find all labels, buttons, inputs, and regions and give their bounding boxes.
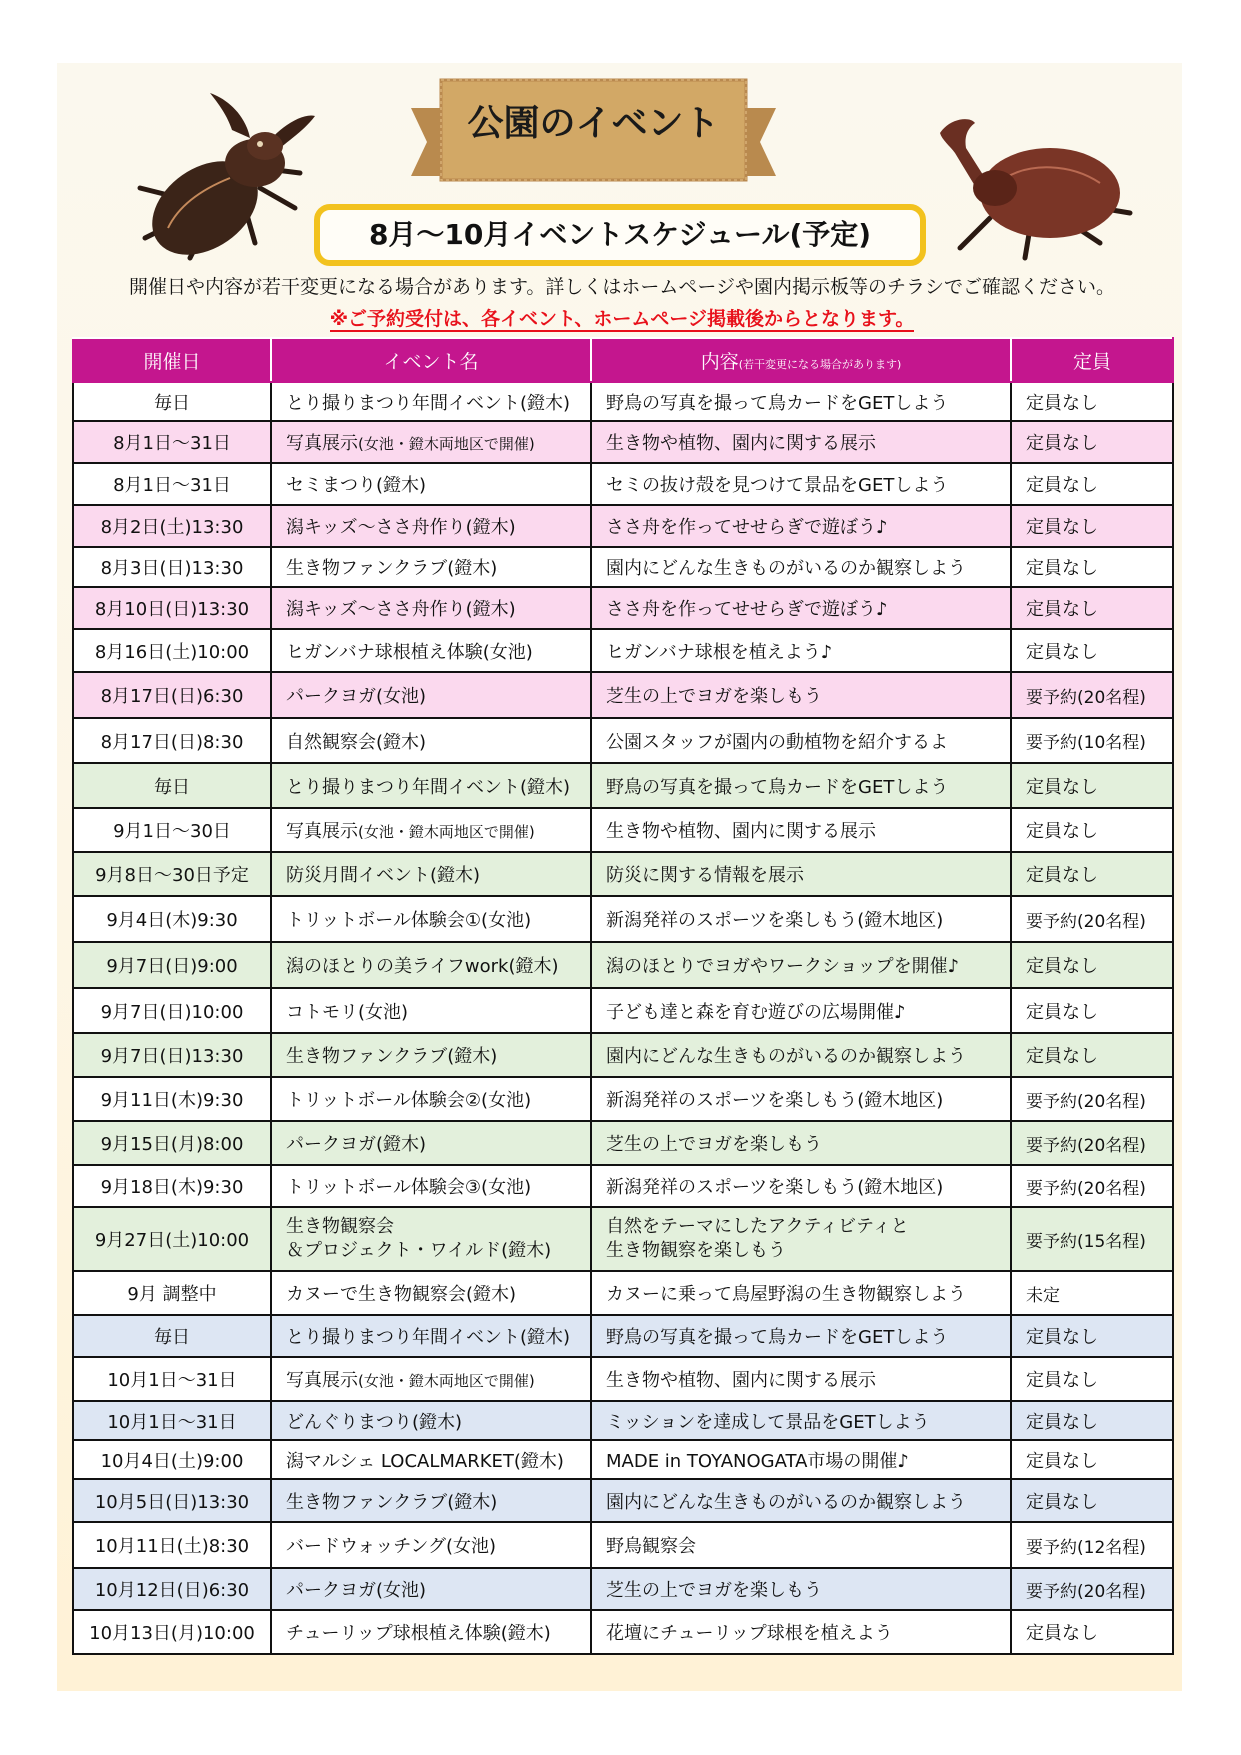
- capacity-cell: 要予約(20名程): [1011, 896, 1173, 942]
- table-row: [73, 672, 1173, 718]
- capacity-cell: 要予約(20名程): [1011, 1121, 1173, 1165]
- capacity-cell: 定員なし: [1011, 852, 1173, 896]
- date-cell: 9月15日(月)8:00: [73, 1121, 271, 1165]
- date-cell: 9月8日～30日予定: [73, 852, 271, 896]
- event-cell: 生き物ファンクラブ(鐙木): [271, 547, 591, 587]
- table-row: [73, 463, 1173, 505]
- content-cell: 野鳥の写真を撮って鳥カードをGETしよう: [591, 382, 1011, 421]
- capacity-cell: 定員なし: [1011, 1479, 1173, 1522]
- event-cell: トリットボール体験会①(女池): [271, 896, 591, 942]
- capacity-cell: 定員なし: [1011, 1357, 1173, 1401]
- table-row: [73, 1522, 1173, 1568]
- table-header: [73, 338, 1173, 382]
- capacity-cell: 定員なし: [1011, 1401, 1173, 1440]
- date-cell: 9月27日(土)10:00: [73, 1207, 271, 1271]
- page-title: 公園のイベント: [467, 103, 720, 144]
- content-cell: セミの抜け殻を見つけて景品をGETしよう: [591, 463, 1011, 505]
- event-cell: とり撮りまつり年間イベント(鐙木): [271, 1315, 591, 1357]
- content-cell: 公園スタッフが園内の動植物を紹介するよ: [591, 718, 1011, 763]
- capacity-cell: 要予約(15名程): [1011, 1207, 1173, 1271]
- capacity-cell: 定員なし: [1011, 463, 1173, 505]
- header-capacity: 定員: [1011, 338, 1173, 382]
- table-row: [73, 1077, 1173, 1121]
- capacity-cell: 要予約(20名程): [1011, 1165, 1173, 1207]
- capacity-cell: 定員なし: [1011, 988, 1173, 1033]
- table-row: [73, 421, 1173, 463]
- date-cell: 8月10日(日)13:30: [73, 587, 271, 629]
- capacity-cell: 定員なし: [1011, 808, 1173, 852]
- header-date: 開催日: [73, 338, 271, 382]
- event-cell: 防災月間イベント(鐙木): [271, 852, 591, 896]
- content-cell: ミッションを達成して景品をGETしよう: [591, 1401, 1011, 1440]
- date-cell: 毎日: [73, 763, 271, 808]
- event-cell: 生き物観察会 ＆プロジェクト・ワイルド(鐙木): [271, 1207, 591, 1271]
- table-row: [73, 1165, 1173, 1207]
- table-row: [73, 382, 1173, 421]
- date-cell: 9月7日(日)10:00: [73, 988, 271, 1033]
- date-cell: 9月4日(木)9:30: [73, 896, 271, 942]
- capacity-cell: 未定: [1011, 1271, 1173, 1315]
- content-cell: ささ舟を作ってせせらぎで遊ぼう♪: [591, 587, 1011, 629]
- event-cell: 写真展示(女池・鐙木両地区で開催): [271, 1357, 591, 1401]
- table-row: [73, 988, 1173, 1033]
- date-cell: 9月 調整中: [73, 1271, 271, 1315]
- table-row: [73, 808, 1173, 852]
- date-cell: 9月11日(木)9:30: [73, 1077, 271, 1121]
- table-row: [73, 629, 1173, 672]
- event-cell: とり撮りまつり年間イベント(鐙木): [271, 763, 591, 808]
- event-cell: バードウォッチング(女池): [271, 1522, 591, 1568]
- table-row: [73, 1440, 1173, 1479]
- table-row: [73, 1568, 1173, 1610]
- stag-beetle-icon: [110, 78, 340, 268]
- capacity-cell: 定員なし: [1011, 1610, 1173, 1654]
- content-cell: 芝生の上でヨガを楽しもう: [591, 1568, 1011, 1610]
- content-cell: 園内にどんな生きものがいるのか観察しよう: [591, 1479, 1011, 1522]
- table-row: [73, 1315, 1173, 1357]
- capacity-cell: 定員なし: [1011, 629, 1173, 672]
- event-cell: セミまつり(鐙木): [271, 463, 591, 505]
- table-row: [73, 1357, 1173, 1401]
- table-row: [73, 1479, 1173, 1522]
- date-cell: 10月5日(日)13:30: [73, 1479, 271, 1522]
- table-row: [73, 587, 1173, 629]
- event-cell: 生き物ファンクラブ(鐙木): [271, 1033, 591, 1077]
- content-cell: 野鳥の写真を撮って鳥カードをGETしよう: [591, 1315, 1011, 1357]
- event-cell: 写真展示(女池・鐙木両地区で開催): [271, 808, 591, 852]
- date-cell: 10月1日～31日: [73, 1401, 271, 1440]
- event-cell: 潟キッズ～ささ舟作り(鐙木): [271, 505, 591, 547]
- content-cell: 園内にどんな生きものがいるのか観察しよう: [591, 1033, 1011, 1077]
- table-row: [73, 547, 1173, 587]
- event-cell: パークヨガ(鐙木): [271, 1121, 591, 1165]
- table-row: [73, 1207, 1173, 1271]
- table-row: [73, 718, 1173, 763]
- date-cell: 10月1日～31日: [73, 1357, 271, 1401]
- event-cell: 潟のほとりの美ライフwork(鐙木): [271, 942, 591, 988]
- date-cell: 毎日: [73, 1315, 271, 1357]
- event-cell: 潟マルシェ LOCALMARKET(鐙木): [271, 1440, 591, 1479]
- capacity-cell: 定員なし: [1011, 382, 1173, 421]
- event-schedule-table: [72, 337, 1174, 1655]
- capacity-cell: 定員なし: [1011, 1315, 1173, 1357]
- capacity-cell: 要予約(12名程): [1011, 1522, 1173, 1568]
- content-cell: 野鳥観察会: [591, 1522, 1011, 1568]
- content-cell: ヒガンバナ球根を植えよう♪: [591, 629, 1011, 672]
- capacity-cell: 定員なし: [1011, 1440, 1173, 1479]
- event-cell: カヌーで生き物観察会(鐙木): [271, 1271, 591, 1315]
- date-cell: 9月18日(木)9:30: [73, 1165, 271, 1207]
- table-row: [73, 1271, 1173, 1315]
- header-event: イベント名: [271, 338, 591, 382]
- capacity-cell: 要予約(10名程): [1011, 718, 1173, 763]
- content-cell: 園内にどんな生きものがいるのか観察しよう: [591, 547, 1011, 587]
- table-row: [73, 763, 1173, 808]
- capacity-cell: 定員なし: [1011, 763, 1173, 808]
- date-cell: 8月1日～31日: [73, 421, 271, 463]
- capacity-cell: 定員なし: [1011, 547, 1173, 587]
- content-cell: 新潟発祥のスポーツを楽しもう(鐙木地区): [591, 1077, 1011, 1121]
- event-cell: コトモリ(女池): [271, 988, 591, 1033]
- date-cell: 8月17日(日)8:30: [73, 718, 271, 763]
- capacity-cell: 要予約(20名程): [1011, 1568, 1173, 1610]
- content-cell: 生き物や植物、園内に関する展示: [591, 1357, 1011, 1401]
- event-cell: パークヨガ(女池): [271, 672, 591, 718]
- capacity-cell: 要予約(20名程): [1011, 1077, 1173, 1121]
- event-cell: とり撮りまつり年間イベント(鐙木): [271, 382, 591, 421]
- content-cell: 新潟発祥のスポーツを楽しもう(鐙木地区): [591, 896, 1011, 942]
- table-row: [73, 942, 1173, 988]
- event-cell: チューリップ球根植え体験(鐙木): [271, 1610, 591, 1654]
- content-cell: 芝生の上でヨガを楽しもう: [591, 1121, 1011, 1165]
- event-cell: トリットボール体験会②(女池): [271, 1077, 591, 1121]
- date-cell: 10月11日(土)8:30: [73, 1522, 271, 1568]
- event-cell: パークヨガ(女池): [271, 1568, 591, 1610]
- capacity-cell: 要予約(20名程): [1011, 672, 1173, 718]
- date-cell: 毎日: [73, 382, 271, 421]
- event-cell: ヒガンバナ球根植え体験(女池): [271, 629, 591, 672]
- content-cell: 生き物や植物、園内に関する展示: [591, 808, 1011, 852]
- content-cell: ささ舟を作ってせせらぎで遊ぼう♪: [591, 505, 1011, 547]
- capacity-cell: 定員なし: [1011, 421, 1173, 463]
- event-cell: 生き物ファンクラブ(鐙木): [271, 1479, 591, 1522]
- date-cell: 9月7日(日)13:30: [73, 1033, 271, 1077]
- date-cell: 8月1日～31日: [73, 463, 271, 505]
- content-cell: 花壇にチューリップ球根を植えよう: [591, 1610, 1011, 1654]
- event-cell: どんぐりまつり(鐙木): [271, 1401, 591, 1440]
- content-cell: 野鳥の写真を撮って鳥カードをGETしよう: [591, 763, 1011, 808]
- change-notice: 開催日や内容が若干変更になる場合があります。詳しくはホームページや園内掲示板等のチラシでご確認ください。: [128, 276, 1116, 298]
- event-cell: 潟キッズ～ささ舟作り(鐙木): [271, 587, 591, 629]
- table-row: [73, 896, 1173, 942]
- content-cell: 芝生の上でヨガを楽しもう: [591, 672, 1011, 718]
- date-cell: 10月12日(日)6:30: [73, 1568, 271, 1610]
- date-cell: 8月3日(日)13:30: [73, 547, 271, 587]
- table-row: [73, 1121, 1173, 1165]
- date-cell: 9月7日(日)9:00: [73, 942, 271, 988]
- date-cell: 8月2日(土)13:30: [73, 505, 271, 547]
- content-cell: 新潟発祥のスポーツを楽しもう(鐙木地区): [591, 1165, 1011, 1207]
- table-row: [73, 1610, 1173, 1654]
- date-cell: 10月13日(月)10:00: [73, 1610, 271, 1654]
- content-cell: 子ども達と森を育む遊びの広場開催♪: [591, 988, 1011, 1033]
- content-cell: 潟のほとりでヨガやワークショップを開催♪: [591, 942, 1011, 988]
- content-cell: MADE in TOYANOGATA市場の開催♪: [591, 1440, 1011, 1479]
- capacity-cell: 定員なし: [1011, 505, 1173, 547]
- capacity-cell: 定員なし: [1011, 587, 1173, 629]
- event-cell: 写真展示(女池・鐙木両地区で開催): [271, 421, 591, 463]
- capacity-cell: 定員なし: [1011, 942, 1173, 988]
- date-cell: 8月16日(土)10:00: [73, 629, 271, 672]
- date-cell: 8月17日(日)6:30: [73, 672, 271, 718]
- table-row: [73, 852, 1173, 896]
- content-cell: 防災に関する情報を展示: [591, 852, 1011, 896]
- header-content: 内容(若干変更になる場合があります): [591, 338, 1011, 382]
- event-cell: 自然観察会(鐙木): [271, 718, 591, 763]
- event-cell: トリットボール体験会③(女池): [271, 1165, 591, 1207]
- content-cell: 生き物や植物、園内に関する展示: [591, 421, 1011, 463]
- table-row: [73, 1401, 1173, 1440]
- table-row: [73, 505, 1173, 547]
- rhino-beetle-icon: [930, 108, 1140, 268]
- content-cell: カヌーに乗って鳥屋野潟の生き物観察しよう: [591, 1271, 1011, 1315]
- schedule-subtitle: 8月～10月イベントスケジュール(予定): [314, 204, 926, 266]
- reservation-notice: ※ご予約受付は、各イベント、ホームページ掲載後からとなります。: [329, 308, 915, 330]
- date-cell: 9月1日～30日: [73, 808, 271, 852]
- content-cell: 自然をテーマにしたアクティビティと 生き物観察を楽しもう: [591, 1207, 1011, 1271]
- table-row: [73, 1033, 1173, 1077]
- date-cell: 10月4日(土)9:00: [73, 1440, 271, 1479]
- capacity-cell: 定員なし: [1011, 1033, 1173, 1077]
